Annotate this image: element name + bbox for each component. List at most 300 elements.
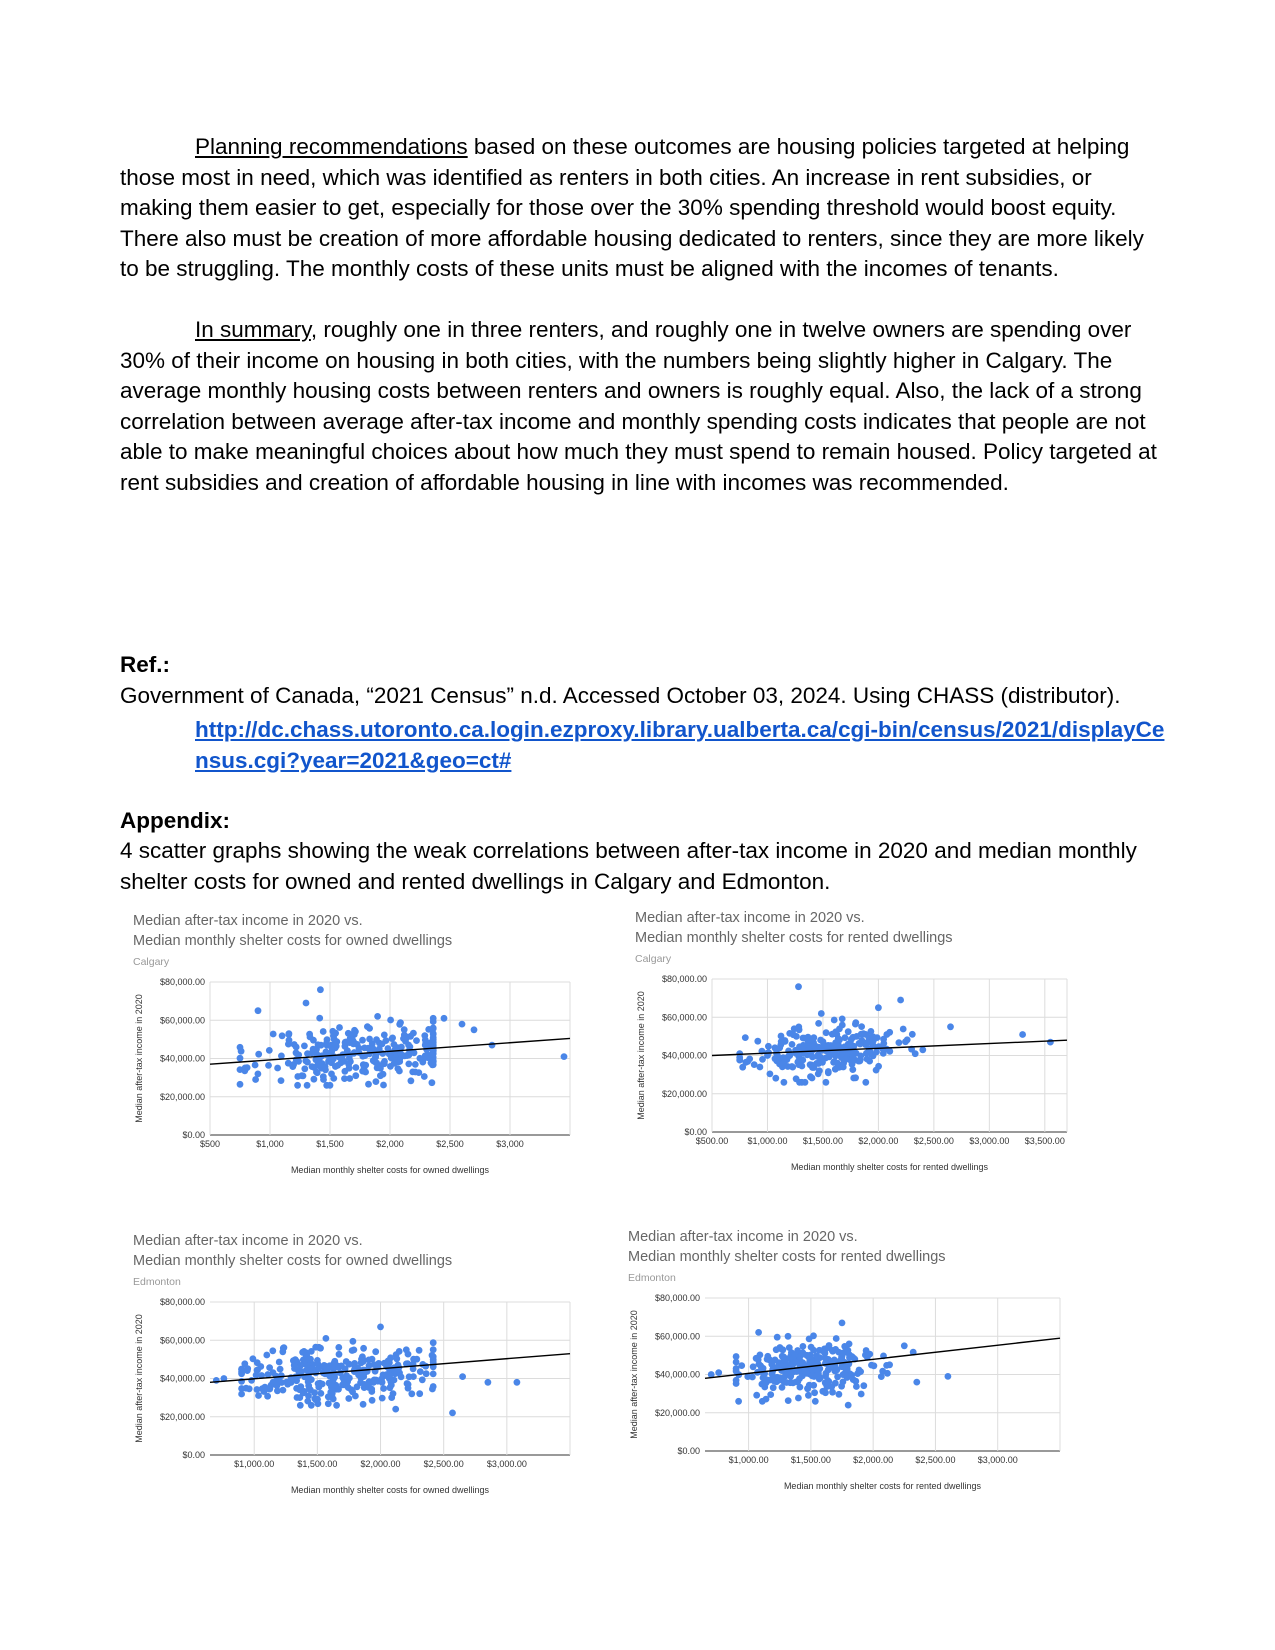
scatter-point: [293, 1049, 300, 1056]
scatter-point: [858, 1023, 865, 1030]
scatter-point: [763, 1376, 770, 1383]
scatter-point: [919, 1046, 926, 1053]
scatter-point: [297, 1402, 304, 1409]
scatter-point: [278, 1077, 285, 1084]
scatter-point: [252, 1062, 259, 1069]
scatter-point: [374, 1013, 381, 1020]
scatter-point: [846, 1354, 853, 1361]
scatter-point: [814, 1356, 821, 1363]
scatter-point: [429, 1079, 436, 1086]
scatter-point: [846, 1341, 853, 1348]
scatter-point: [832, 1039, 839, 1046]
scatter-point: [360, 1061, 367, 1068]
x-tick-label: $2,500.00: [915, 1455, 956, 1465]
scatter-point: [380, 1082, 387, 1089]
scatter-point: [430, 1353, 437, 1360]
scatter-point: [346, 1052, 353, 1059]
y-tick-label: $60,000.00: [654, 1331, 700, 1342]
y-axis-label: Median after-tax income in 2020: [629, 1310, 639, 1439]
scatter-point: [381, 1058, 388, 1065]
x-tick-label: $3,000.00: [486, 1459, 527, 1469]
scatter-point: [237, 1055, 244, 1062]
scatter-point: [417, 1368, 424, 1375]
scatter-point: [255, 1392, 262, 1399]
scatter-point: [317, 1345, 324, 1352]
scatter-point: [369, 1356, 376, 1363]
scatter-point: [831, 1017, 838, 1024]
scatter-point: [811, 1389, 818, 1396]
scatter-point: [829, 1389, 836, 1396]
x-tick-label: $1,500.00: [297, 1459, 338, 1469]
x-tick-label: $3,000.00: [977, 1455, 1018, 1465]
scatter-point: [750, 1363, 757, 1370]
chart-content: [133, 1233, 570, 1495]
scatter-point: [809, 1366, 816, 1373]
scatter-point: [387, 1017, 394, 1024]
scatter-point: [291, 1362, 298, 1369]
paragraph-recommendations: [120, 132, 1160, 285]
summary-lead: In summary: [195, 317, 311, 342]
scatter-point: [410, 1030, 417, 1037]
scatter-point: [880, 1040, 887, 1047]
scatter-point: [391, 1041, 398, 1048]
scatter-point: [419, 1376, 426, 1383]
scatter-point: [396, 1348, 403, 1355]
appendix-heading: Appendix:: [120, 808, 230, 833]
scatter-point: [255, 1007, 262, 1014]
scatter-point: [405, 1052, 412, 1059]
scatter-point: [875, 1004, 882, 1011]
scatter-point: [810, 1063, 817, 1070]
chart-city-label: Calgary: [635, 953, 672, 965]
y-tick-label: $0.00: [182, 1450, 205, 1460]
scatter-point: [805, 1047, 812, 1054]
scatter-point: [257, 1363, 264, 1370]
scatter-point: [795, 1053, 802, 1060]
scatter-point: [278, 1379, 285, 1386]
scatter-point: [897, 997, 904, 1004]
scatter-point: [430, 1057, 437, 1064]
scatter-point: [834, 1060, 841, 1067]
scatter-point: [485, 1379, 492, 1386]
scatter-point: [459, 1021, 466, 1028]
scatter-point: [395, 1065, 402, 1072]
scatter-point: [841, 1364, 848, 1371]
chart-calgary-rented: [632, 912, 1232, 1222]
scatter-point: [774, 1334, 781, 1341]
scatter-point: [315, 1041, 322, 1048]
x-tick-label: $2,000.00: [360, 1459, 401, 1469]
scatter-point: [406, 1373, 413, 1380]
scatter-point: [416, 1347, 423, 1354]
scatter-point: [378, 1376, 385, 1383]
chart-edmonton-rented-svg: [625, 1231, 1225, 1541]
y-tick-label: $0.00: [182, 1130, 205, 1140]
scatter-point: [836, 1026, 843, 1033]
scatter-point: [372, 1348, 379, 1355]
references-heading: Ref.:: [120, 652, 170, 677]
y-tick-label: $0.00: [684, 1127, 707, 1137]
scatter-point: [780, 1378, 787, 1385]
scatter-point: [326, 1362, 333, 1369]
scatter-point: [825, 1068, 832, 1075]
scatter-point: [832, 1380, 839, 1387]
scatter-point: [373, 1060, 380, 1067]
scatter-point: [303, 1000, 310, 1007]
scatter-point: [264, 1393, 271, 1400]
scatter-point: [797, 1384, 804, 1391]
scatter-point: [253, 1372, 260, 1379]
scatter-point: [430, 1339, 437, 1346]
x-tick-label: $1,000.00: [728, 1455, 769, 1465]
scatter-point: [773, 1346, 780, 1353]
scatter-point: [380, 1385, 387, 1392]
scatter-point: [430, 1346, 437, 1353]
x-tick-label: $3,500.00: [1024, 1136, 1065, 1146]
scatter-point: [279, 1032, 286, 1039]
scatter-point: [339, 1056, 346, 1063]
scatter-point: [365, 1081, 372, 1088]
scatter-point: [839, 1320, 846, 1327]
scatter-point: [336, 1024, 343, 1031]
scatter-point: [866, 1351, 873, 1358]
scatter-point: [238, 1391, 245, 1398]
scatter-point: [397, 1019, 404, 1026]
scatter-point: [299, 1072, 306, 1079]
chart-subtitle: Median monthly shelter costs for owned dwellings: [133, 1253, 453, 1269]
scatter-point: [293, 1044, 300, 1051]
scatter-point: [248, 1377, 255, 1384]
scatter-point: [857, 1056, 864, 1063]
scatter-point: [345, 1395, 352, 1402]
scatter-point: [276, 1359, 283, 1366]
scatter-point: [779, 1384, 786, 1391]
scatter-point: [419, 1059, 426, 1066]
scatter-point: [823, 1079, 830, 1086]
scatter-point: [360, 1373, 367, 1380]
x-tick-label: $1,500: [316, 1139, 344, 1149]
scatter-point: [269, 1347, 276, 1354]
scatter-point: [772, 1357, 779, 1364]
scatter-point: [870, 1033, 877, 1040]
scatter-point: [389, 1035, 396, 1042]
scatter-point: [266, 1364, 273, 1371]
scatter-point: [853, 1383, 860, 1390]
scatter-point: [421, 1073, 428, 1080]
scatter-point: [381, 1032, 388, 1039]
scatter-point: [413, 1037, 420, 1044]
x-tick-label: $2,000: [376, 1139, 404, 1149]
scatter-point: [860, 1382, 867, 1389]
recommendations-lead: Planning recommendations: [195, 134, 468, 159]
scatter-point: [304, 1059, 311, 1066]
scatter-point: [323, 1040, 330, 1047]
scatter-point: [286, 1037, 293, 1044]
scatter-point: [325, 1400, 332, 1407]
scatter-point: [859, 1031, 866, 1038]
scatter-point: [274, 1065, 281, 1072]
scatter-point: [316, 1015, 323, 1022]
scatter-point: [352, 1393, 359, 1400]
scatter-point: [325, 1393, 332, 1400]
scatter-point: [330, 1032, 337, 1039]
x-tick-label: $1,000.00: [234, 1459, 275, 1469]
scatter-point: [514, 1379, 521, 1386]
scatter-point: [244, 1064, 251, 1071]
scatter-point: [780, 1354, 787, 1361]
scatter-point: [852, 1074, 859, 1081]
x-tick-label: $2,000.00: [853, 1455, 894, 1465]
scatter-point: [449, 1410, 456, 1417]
scatter-point: [317, 986, 324, 993]
scatter-point: [429, 1386, 436, 1393]
scatter-point: [335, 1344, 342, 1351]
scatter-point: [1047, 1039, 1054, 1046]
scatter-point: [274, 1387, 281, 1394]
scatter-point: [270, 1379, 277, 1386]
scatter-point: [398, 1044, 405, 1051]
scatter-point: [358, 1356, 365, 1363]
scatter-point: [398, 1374, 405, 1381]
scatter-point: [805, 1037, 812, 1044]
scatter-point: [377, 1072, 384, 1079]
scatter-point: [379, 1395, 386, 1402]
scatter-point: [815, 1020, 822, 1027]
scatter-point: [366, 1025, 373, 1032]
y-axis-label: Median after-tax income in 2020: [134, 1314, 144, 1443]
x-axis-label: Median monthly shelter costs for owned dwellings: [290, 1485, 490, 1495]
scatter-point: [393, 1355, 400, 1362]
scatter-point: [430, 1035, 437, 1042]
x-tick-label: $2,000.00: [858, 1136, 899, 1146]
chart-calgary-rented-svg: [632, 912, 1232, 1222]
scatter-point: [374, 1048, 381, 1055]
scatter-point: [909, 1031, 916, 1038]
scatter-point: [213, 1377, 220, 1384]
scatter-point: [798, 1352, 805, 1359]
scatter-point: [297, 1383, 304, 1390]
scatter-point: [945, 1373, 952, 1380]
y-tick-label: $80,000.00: [654, 1293, 700, 1303]
scatter-point: [857, 1041, 864, 1048]
scatter-point: [320, 1028, 327, 1035]
scatter-point: [296, 1394, 303, 1401]
paragraph-summary: [120, 315, 1160, 498]
scatter-point: [314, 1396, 321, 1403]
scatter-point: [755, 1329, 762, 1336]
scatter-point: [359, 1037, 366, 1044]
y-tick-label: $60,000.00: [159, 1335, 205, 1346]
scatter-point: [330, 1075, 337, 1082]
scatter-point: [408, 1077, 415, 1084]
scatter-point: [818, 1010, 825, 1017]
reference-link[interactable]: http://dc.chass.utoronto.ca.login.ezproxy.library.ualberta.ca/cgi-bin/census/2021/displayCensus.cgi?year=2021&geo=ct#: [195, 717, 1165, 773]
scatter-point: [795, 1024, 802, 1031]
scatter-point: [330, 1383, 337, 1390]
chart-title: Median after-tax income in 2020 vs.: [133, 1233, 363, 1249]
scatter-point: [405, 1061, 412, 1068]
scatter-point: [351, 1347, 358, 1354]
reference-citation: Government of Canada, “2021 Census” n.d. Accessed October 03, 2024. Using CHASS (distributor).: [120, 683, 1121, 708]
scatter-point: [333, 1402, 340, 1409]
y-tick-label: $20,000.00: [159, 1091, 205, 1102]
scatter-point: [853, 1033, 860, 1040]
scatter-point: [789, 1064, 796, 1071]
x-tick-label: $500: [199, 1139, 221, 1149]
chart-title: Median after-tax income in 2020 vs.: [133, 913, 363, 929]
scatter-point: [357, 1379, 364, 1386]
y-tick-label: $40,000.00: [661, 1050, 707, 1061]
scatter-point: [270, 1031, 277, 1038]
scatter-point: [880, 1046, 887, 1053]
scatter-point: [441, 1015, 448, 1022]
scatter-point: [823, 1370, 830, 1377]
scatter-point: [733, 1380, 740, 1387]
scatter-point: [277, 1366, 284, 1373]
scatter-point: [839, 1016, 846, 1023]
scatter-point: [368, 1379, 375, 1386]
scatter-point: [852, 1021, 859, 1028]
scatter-point: [790, 1031, 797, 1038]
scatter-point: [254, 1386, 261, 1393]
x-tick-label: $1,000: [256, 1139, 284, 1149]
scatter-point: [347, 1058, 354, 1065]
scatter-point: [332, 1041, 339, 1048]
scatter-point: [304, 1398, 311, 1405]
x-tick-label: $2,500.00: [423, 1459, 464, 1469]
y-tick-label: $40,000.00: [159, 1373, 205, 1384]
scatter-point: [346, 1065, 353, 1072]
scatter-point: [317, 1380, 324, 1387]
chart-city-label: Edmonton: [133, 1276, 181, 1288]
y-tick-label: $60,000.00: [661, 1012, 707, 1023]
scatter-point: [901, 1342, 908, 1349]
scatter-point: [767, 1391, 774, 1398]
scatter-point: [349, 1036, 356, 1043]
scatter-point: [790, 1379, 797, 1386]
scatter-point: [279, 1348, 286, 1355]
scatter-point: [742, 1034, 749, 1041]
scatter-point: [359, 1068, 366, 1075]
chart-edmonton-rented: [625, 1231, 1225, 1541]
scatter-point: [263, 1352, 270, 1359]
scatter-point: [1019, 1031, 1026, 1038]
scatter-point: [301, 1065, 308, 1072]
scatter-point: [408, 1390, 415, 1397]
scatter-point: [352, 1072, 359, 1079]
scatter-point: [823, 1345, 830, 1352]
scatter-point: [858, 1391, 865, 1398]
scatter-point: [845, 1028, 852, 1035]
x-tick-label: $2,500.00: [913, 1136, 954, 1146]
scatter-point: [805, 1392, 812, 1399]
scatter-point: [288, 1379, 295, 1386]
scatter-point: [848, 1372, 855, 1379]
scatter-point: [836, 1391, 843, 1398]
chart-content: [635, 910, 1067, 1172]
scatter-point: [368, 1386, 375, 1393]
scatter-point: [322, 1063, 329, 1070]
scatter-point: [390, 1390, 397, 1397]
scatter-point: [341, 1381, 348, 1388]
scatter-point: [787, 1373, 794, 1380]
scatter-point: [753, 1392, 760, 1399]
scatter-point: [809, 1075, 816, 1082]
scatter-point: [785, 1397, 792, 1404]
scatter-point: [398, 1051, 405, 1058]
scatter-point: [341, 1075, 348, 1082]
scatter-point: [404, 1380, 411, 1387]
scatter-point: [896, 1039, 903, 1046]
scatter-point: [255, 1051, 262, 1058]
scatter-point: [772, 1055, 779, 1062]
scatter-point: [395, 1058, 402, 1065]
scatter-point: [561, 1053, 568, 1060]
scatter-point: [806, 1353, 813, 1360]
scatter-point: [306, 1031, 313, 1038]
y-tick-label: $20,000.00: [661, 1088, 707, 1099]
scatter-point: [304, 1050, 311, 1057]
scatter-point: [753, 1355, 760, 1362]
scatter-point: [471, 1026, 478, 1033]
x-tick-label: $3,000: [496, 1139, 524, 1149]
scatter-point: [237, 1081, 244, 1088]
scatter-point: [459, 1373, 466, 1380]
scatter-point: [757, 1064, 764, 1071]
y-tick-label: $40,000.00: [159, 1053, 205, 1064]
scatter-point: [812, 1398, 819, 1405]
scatter-point: [778, 1033, 785, 1040]
scatter-point: [767, 1071, 774, 1078]
scatter-point: [913, 1379, 920, 1386]
scatter-point: [366, 1036, 373, 1043]
x-tick-label: $1,500.00: [802, 1136, 843, 1146]
scatter-point: [736, 1054, 743, 1061]
scatter-point: [404, 1034, 411, 1041]
y-tick-label: $20,000.00: [159, 1411, 205, 1422]
y-tick-label: $80,000.00: [661, 974, 707, 984]
scatter-point: [489, 1042, 496, 1049]
scatter-point: [795, 983, 802, 990]
scatter-point: [845, 1402, 852, 1409]
scatter-point: [786, 1344, 793, 1351]
x-tick-label: $3,000.00: [969, 1136, 1010, 1146]
y-tick-label: $60,000.00: [159, 1015, 205, 1026]
x-axis-label: Median monthly shelter costs for owned dwellings: [290, 1165, 490, 1175]
scatter-point: [301, 1043, 308, 1050]
chart-content: [628, 1229, 1060, 1491]
scatter-point: [883, 1031, 890, 1038]
scatter-point: [350, 1338, 357, 1345]
scatter-point: [829, 1031, 836, 1038]
y-tick-label: $80,000.00: [159, 1297, 205, 1307]
scatter-point: [822, 1355, 829, 1362]
scatter-point: [265, 1062, 272, 1069]
scatter-point: [304, 1082, 311, 1089]
scatter-point: [412, 1069, 419, 1076]
y-tick-label: $0.00: [677, 1446, 700, 1456]
scatter-point: [795, 1395, 802, 1402]
scatter-point: [262, 1384, 269, 1391]
scatter-point: [756, 1361, 763, 1368]
chart-content: [133, 913, 570, 1175]
scatter-point: [297, 1362, 304, 1369]
scatter-point: [735, 1398, 742, 1405]
scatter-point: [327, 1082, 334, 1089]
scatter-point: [386, 1359, 393, 1366]
recommendations-text: based on these outcomes are housing policies targeted at helping those most in need, which was identified as renters in both cities. An increase in rent subsidies, or making them easier to get, especially for those over the 30% spending threshold would boost equity. There also must be creation of more affordable housing dedicated to renters, since they are more likely to be struggling. The monthly costs of these units must be aligned with the incomes of tenants.: [120, 134, 1144, 281]
y-tick-label: $80,000.00: [159, 977, 205, 987]
